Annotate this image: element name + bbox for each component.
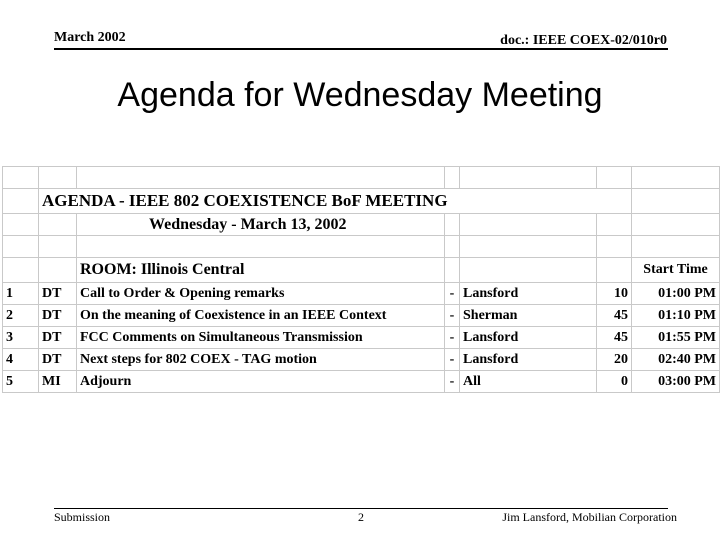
item-presenter: Lansford — [460, 327, 597, 349]
table-row — [3, 371, 720, 393]
item-minutes: 10 — [597, 283, 632, 305]
item-presenter: Lansford — [460, 349, 597, 371]
item-start-time: 01:10 PM — [632, 305, 720, 327]
item-start-time: 01:55 PM — [632, 327, 720, 349]
item-presenter: Lansford — [460, 283, 597, 305]
item-code: MI — [39, 371, 77, 393]
item-code: DT — [39, 305, 77, 327]
start-time-header: Start Time — [632, 258, 720, 283]
footer-submission: Submission — [54, 510, 111, 524]
item-topic: Next steps for 802 COEX - TAG motion — [77, 349, 445, 371]
item-dash: - — [445, 283, 460, 305]
item-code: DT — [39, 349, 77, 371]
footer-author: Jim Lansford, Mobilian Corporation — [502, 510, 677, 524]
agenda-date-row — [3, 214, 720, 236]
item-start-time: 02:40 PM — [632, 349, 720, 371]
empty-row — [3, 167, 720, 189]
item-topic: Adjourn — [77, 371, 445, 393]
item-presenter: Sherman — [460, 305, 597, 327]
footer-page-number: 2 — [358, 510, 364, 524]
item-minutes: 45 — [597, 305, 632, 327]
footer-rule — [54, 508, 668, 509]
item-dash: - — [445, 349, 460, 371]
item-number: 5 — [3, 371, 39, 393]
item-topic: FCC Comments on Simultaneous Transmission — [77, 327, 445, 349]
item-topic: Call to Order & Opening remarks — [77, 283, 445, 305]
item-minutes: 20 — [597, 349, 632, 371]
agenda-heading: AGENDA - IEEE 802 COEXISTENCE BoF MEETING — [39, 189, 632, 214]
item-number: 4 — [3, 349, 39, 371]
agenda-table — [2, 166, 720, 393]
header-doc-id: doc.: IEEE COEX-02/010r0 — [500, 33, 667, 48]
item-number: 2 — [3, 305, 39, 327]
header-rule — [54, 48, 668, 50]
agenda-date: Wednesday - March 13, 2002 — [77, 214, 445, 236]
item-topic: On the meaning of Coexistence in an IEEE Context — [77, 305, 445, 327]
item-dash: - — [445, 305, 460, 327]
table-row — [3, 283, 720, 305]
empty-row — [3, 236, 720, 258]
item-start-time: 01:00 PM — [632, 283, 720, 305]
item-number: 1 — [3, 283, 39, 305]
header-date: March 2002 — [54, 30, 126, 45]
item-start-time: 03:00 PM — [632, 371, 720, 393]
item-presenter: All — [460, 371, 597, 393]
agenda-heading-row — [3, 189, 720, 214]
item-dash: - — [445, 327, 460, 349]
slide-title: Agenda for Wednesday Meeting — [117, 76, 603, 114]
item-minutes: 45 — [597, 327, 632, 349]
table-row — [3, 349, 720, 371]
item-dash: - — [445, 371, 460, 393]
table-row — [3, 327, 720, 349]
item-code: DT — [39, 283, 77, 305]
room-label: ROOM: Illinois Central — [77, 258, 445, 283]
item-code: DT — [39, 327, 77, 349]
table-row — [3, 305, 720, 327]
item-number: 3 — [3, 327, 39, 349]
item-minutes: 0 — [597, 371, 632, 393]
room-row — [3, 258, 720, 283]
